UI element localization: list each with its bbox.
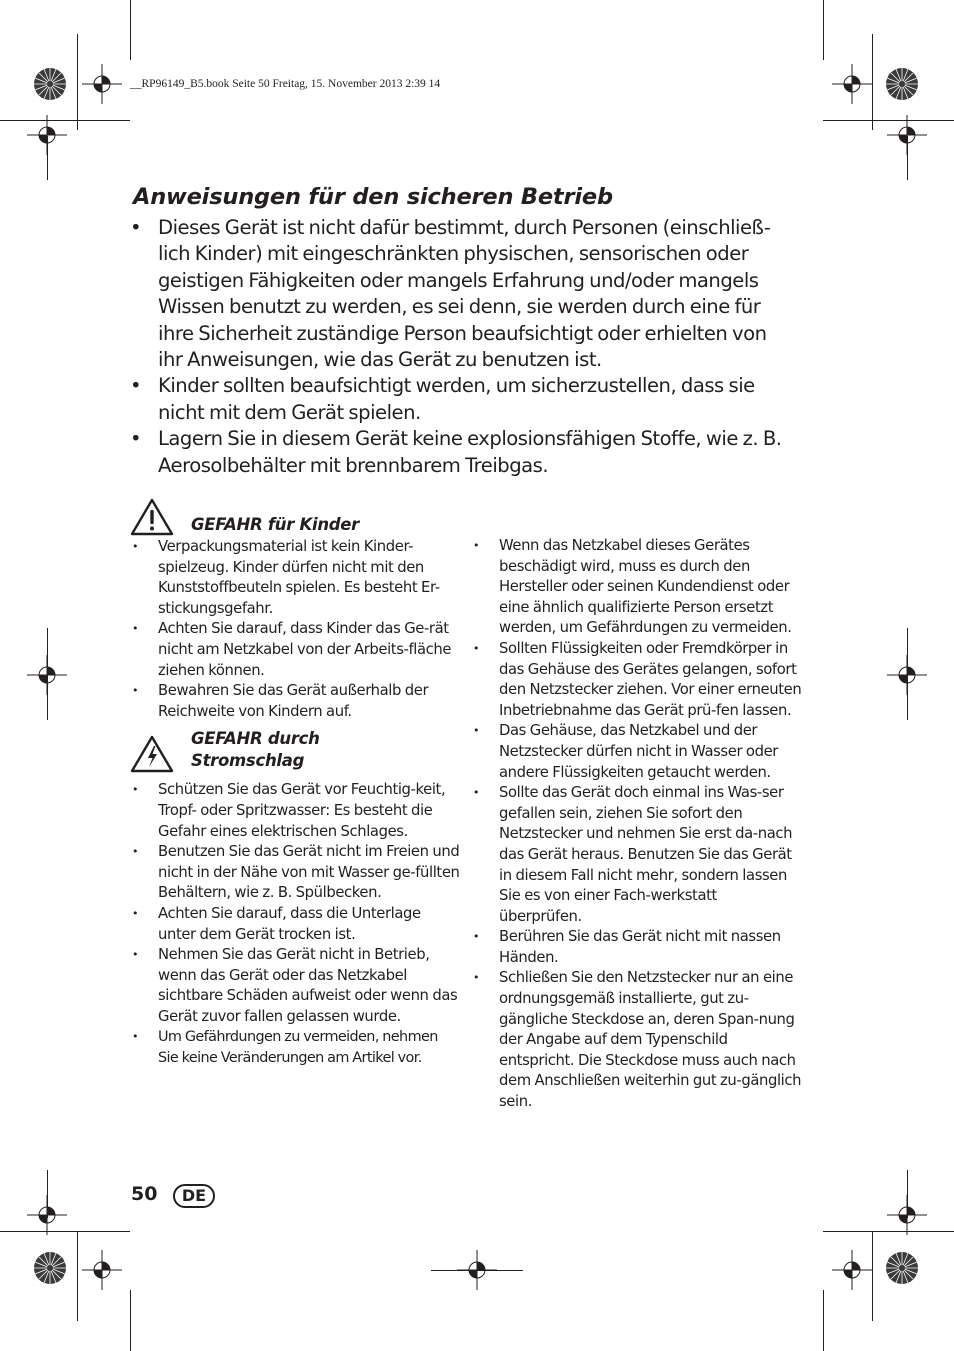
section-title: Anweisungen für den sicheren Betrieb — [133, 184, 613, 210]
crop-mark — [77, 34, 78, 130]
electrical-safety-list — [471, 536, 803, 1113]
crop-mark — [47, 1170, 48, 1218]
registration-crosshair-icon — [832, 1250, 872, 1290]
page-number: 50 — [131, 1183, 158, 1205]
crop-mark — [872, 1231, 873, 1321]
color-registration-rosette-icon — [885, 1251, 919, 1285]
list-item: • Kinder sollten beaufsichtigt werden, um sicherzustellen, dass sie nicht mit dem Gerät spielen. — [130, 373, 790, 426]
crop-mark — [823, 120, 954, 121]
right-column — [471, 536, 803, 1113]
list-item: • Achten Sie darauf, dass Kinder das Ge-rät nicht am Netzkabel von der Arbeits-fläche ziehen können. — [130, 619, 460, 681]
language-badge: DE — [173, 1184, 215, 1208]
warning-title-line-1: GEFAHR durch — [191, 729, 320, 749]
list-item: • Sollte das Gerät doch einmal ins Was-ser gefallen sein, ziehen Sie sofort den Netzstecker und nehmen Sie erst da-nach das Gerät heraus. Benutzen Sie das Gerät in diesem Fall nicht mehr, sondern lassen Sie es von einer Fach-werkstatt überprüfen. — [471, 783, 803, 927]
crop-mark — [872, 34, 873, 130]
crop-mark — [907, 1170, 908, 1218]
color-registration-rosette-icon — [885, 67, 919, 101]
list-item: • Benutzen Sie das Gerät nicht im Freien und nicht in der Nähe von mit Wasser ge-füllten Behältern, wie z. B. Spülbecken. — [130, 842, 460, 904]
list-item: • Sollten Flüssigkeiten oder Fremdkörper in das Gehäuse des Gerätes gelangen, sofort den Netzstecker ziehen. Vor einer erneuten Inbetriebnahme das Gerät prü-fen lassen. — [471, 639, 803, 721]
crop-mark — [47, 628, 48, 720]
registration-crosshair-icon — [832, 64, 872, 104]
list-item: • Schützen Sie das Gerät vor Feuchtig-keit, Tropf- oder Spritzwasser: Es besteht die Gefahr eines elektrischen Schlages. — [130, 780, 460, 842]
electric-shock-warning-icon — [130, 734, 174, 774]
warning-children-header — [130, 497, 460, 537]
crop-mark — [77, 1231, 78, 1321]
list-item: • Dieses Gerät ist nicht dafür bestimmt, durch Personen (einschließ-lich Kinder) mit eingeschränkten physischen, sensorischen oder geistigen Fähigkeiten oder mangels Erfahrung und/oder mangels Wissen benutzt zu werden, es sei denn, sie werden durch eine für ihre Sicherheit zuständige Person beaufsichtigt oder erhielten von ihr Anweisungen, wie das Gerät zu benutzen ist. — [130, 215, 790, 373]
list-item: • Lagern Sie in diesem Gerät keine explosionsfähigen Stoffe, wie z. B. Aerosolbehälter mit brennbarem Treibgas. — [130, 426, 790, 479]
registration-crosshair-icon — [82, 1250, 122, 1290]
list-item: • Verpackungsmaterial ist kein Kinder-spielzeug. Kinder dürfen nicht mit den Kunststoffbeuteln spielen. Es besteht Er-stickungsgefahr. — [130, 537, 460, 619]
crop-mark — [130, 1290, 131, 1351]
crop-mark — [907, 628, 908, 720]
registration-crosshair-icon — [82, 64, 122, 104]
list-item: • Nehmen Sie das Gerät nicht in Betrieb, wenn das Gerät oder das Netzkabel sichtbare Schäden aufweist oder wenn das Gerät zuvor fallen gelassen wurde. — [130, 945, 460, 1027]
crop-mark — [823, 1290, 824, 1351]
print-slug: __RP96149_B5.book Seite 50 Freitag, 15. November 2013 2:39 14 — [130, 78, 441, 90]
shock-warning-list — [130, 780, 460, 1068]
color-registration-rosette-icon — [33, 67, 67, 101]
warning-title-line-2: Stromschlag — [191, 751, 305, 771]
left-column — [130, 497, 460, 1069]
warning-triangle-icon — [130, 497, 174, 537]
list-item: • Bewahren Sie das Gerät außerhalb der Reichweite von Kindern auf. — [130, 681, 460, 722]
warning-title: GEFAHR für Kinder — [191, 515, 360, 534]
crop-mark — [0, 120, 130, 121]
list-item: • Schließen Sie den Netzstecker nur an eine ordnungsgemäß installierte, gut zu-gängliche Steckdose an, deren Span-nung der Angabe auf dem Typenschild entspricht. Die Steckdose muss auch nach dem Anschließen weiterhin gut zu-gänglich sein. — [471, 968, 803, 1112]
warning-shock-header — [130, 728, 460, 780]
list-item: • Das Gehäuse, das Netzkabel und der Netzstecker dürfen nicht in Wasser oder andere Flüssigkeiten getaucht werden. — [471, 721, 803, 783]
list-item: • Um Gefährdungen zu vermeiden, nehmen Sie keine Veränderungen am Artikel vor. — [130, 1027, 460, 1068]
children-warning-list — [130, 537, 460, 722]
color-registration-rosette-icon — [33, 1251, 67, 1285]
safety-instructions-list — [130, 215, 790, 479]
list-item: • Wenn das Netzkabel dieses Gerätes beschädigt wird, muss es durch den Hersteller oder seinen Kundendienst oder eine ähnlich qualifizierte Person ersetzt werden, um Gefährdungen zu vermeiden. — [471, 536, 803, 639]
crop-mark — [0, 1231, 130, 1232]
crop-mark — [47, 136, 48, 180]
crop-mark — [823, 1231, 954, 1232]
list-item: • Achten Sie darauf, dass die Unterlage unter dem Gerät trocken ist. — [130, 904, 460, 945]
crop-mark — [823, 0, 824, 60]
crop-mark — [130, 0, 131, 60]
list-item: • Berühren Sie das Gerät nicht mit nassen Händen. — [471, 927, 803, 968]
crop-mark — [907, 136, 908, 180]
crop-mark — [431, 1270, 523, 1271]
